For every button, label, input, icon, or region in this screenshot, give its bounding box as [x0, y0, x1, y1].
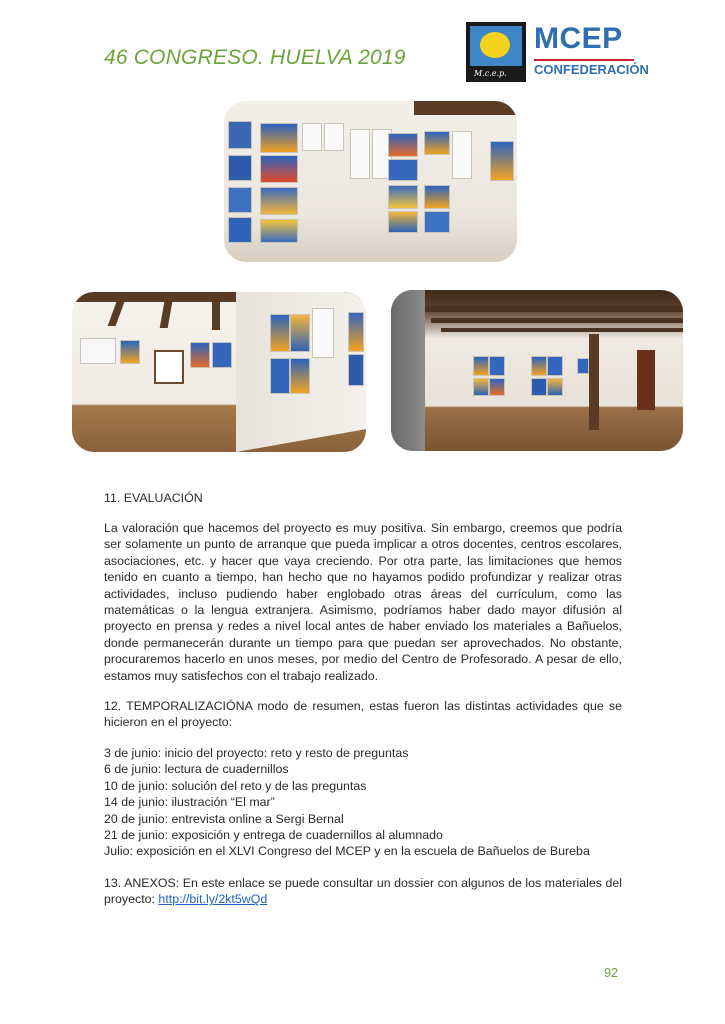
- timeline-item: 21 de junio: exposición y entrega de cuadernillos al alumnado: [104, 828, 443, 843]
- section-11-heading: 11. EVALUACIÓN: [104, 491, 203, 505]
- logo-subtitle: CONFEDERACIÓN: [534, 62, 649, 77]
- logo-name: MCEP: [534, 22, 623, 55]
- section-13-text: 13. ANEXOS: En este enlace se puede consultar un dossier con algunos de los materiales del proyecto:: [104, 876, 622, 907]
- logo-emblem: [466, 22, 526, 82]
- section-13-annexes: [104, 875, 622, 908]
- logo-mark-text: M.c.e.p.: [474, 69, 507, 78]
- section-12-intro: 12. TEMPORALIZACIÓNA modo de resumen, estas fueron las distintas actividades que se hicieron en el proyecto:: [104, 699, 622, 730]
- timeline-item: 6 de junio: lectura de cuadernillos: [104, 762, 289, 777]
- dossier-link[interactable]: http://bit.ly/2kt5wQd: [158, 892, 268, 907]
- logo-divider: [534, 59, 634, 61]
- timeline-item: 3 de junio: inicio del proyecto: reto y resto de preguntas: [104, 746, 409, 760]
- exhibition-room-photo: [72, 292, 366, 452]
- timeline-item: 10 de junio: solución del reto y de las preguntas: [104, 778, 367, 793]
- exhibition-hall-photo: [391, 290, 683, 451]
- page-number: 92: [604, 966, 618, 980]
- section-11-paragraph: La valoración que hacemos del proyecto es muy positiva. Sin embargo, creemos que podría ser solamente un punto de arranque que pueda implicar a otros docentes, centros escolares, asociaciones, etc. y hacer que vaya creciendo. Por otra parte, las limitaciones que hemos tenido en cuanto a tiempo, han hecho que no hayamos podido profundizar y realizar otras actividades, incluso pudiendo haber englobado otras áreas del currículum, como las matemáticas o la lengua extranjera. Asimismo, podríamos haber dado mayor difusión al proyecto en prensa y redes a nivel local antes de haber enviado los materiales a Bañuelos, donde permanecerán durante un tiempo para que puedan ser aprovechados. No obstante, procuraremos hacerlo en unos meses, por medio del Centro de Profesorado. A pesar de ello, estamos muy satisfechos con el trabajo realizado.: [104, 521, 622, 683]
- congress-title: 46 CONGRESO. HUELVA 2019: [104, 46, 406, 69]
- timeline-item: 14 de junio: ilustración “El mar”: [104, 795, 275, 810]
- timeline-item: 20 de junio: entrevista online a Sergi Bernal: [104, 811, 344, 826]
- mcep-logo: [466, 22, 649, 82]
- timeline-item: Julio: exposición en el XLVI Congreso del MCEP y en la escuela de Bañuelos de Bureba: [104, 844, 590, 859]
- sun-icon: [480, 32, 510, 58]
- timeline-list: [104, 745, 622, 860]
- exhibition-wall-photo: [224, 101, 517, 262]
